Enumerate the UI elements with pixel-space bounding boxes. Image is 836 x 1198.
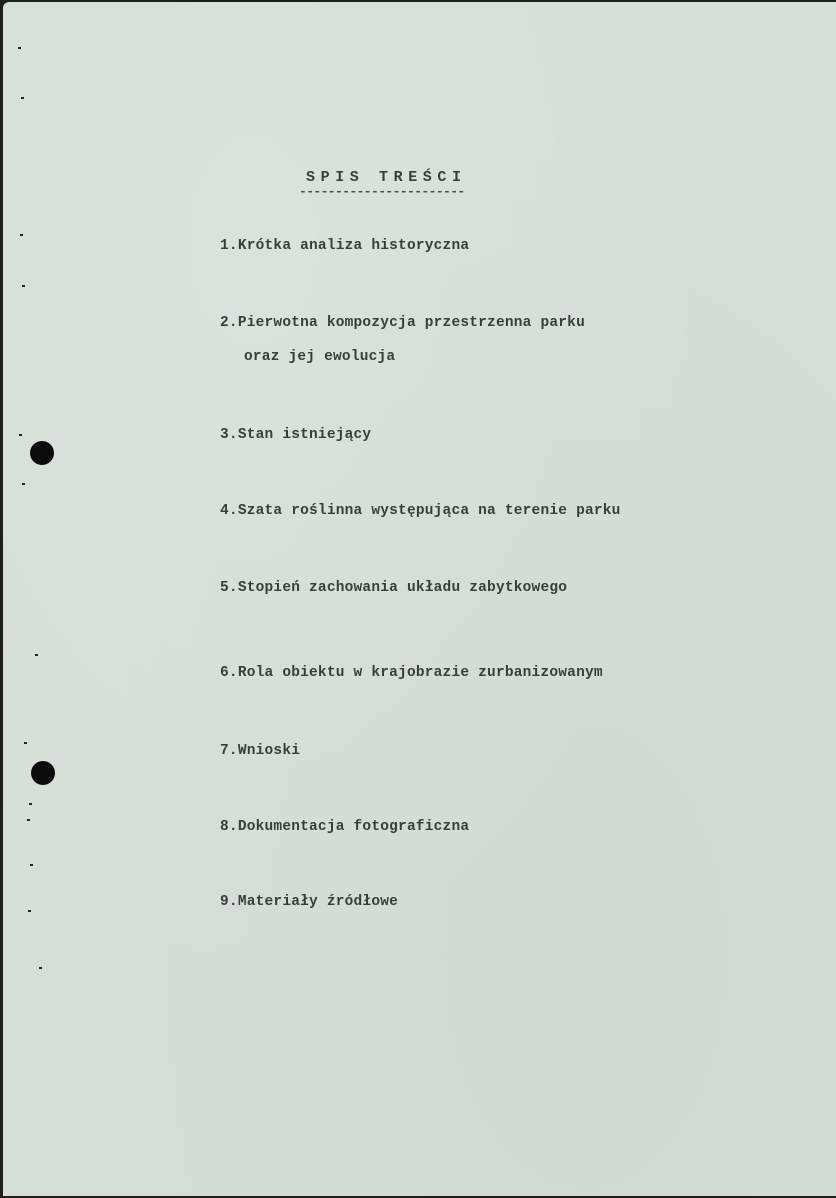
toc-item-6	[220, 665, 603, 681]
toc-item-number: 4.	[220, 503, 238, 519]
toc-item-7	[220, 743, 300, 759]
speck	[22, 285, 25, 287]
speck	[19, 434, 22, 436]
typewritten-page	[3, 2, 836, 1196]
toc-item-2	[220, 315, 585, 331]
toc-item-text: Stopień zachowania układu zabytkowego	[237, 580, 568, 596]
toc-item-text: Materiały źródłowe	[237, 894, 399, 910]
toc-item-1	[220, 238, 469, 254]
toc-item-text: Krótka analiza historyczna	[237, 238, 470, 254]
toc-item-number: 2.	[220, 315, 238, 331]
toc-item-3	[220, 427, 371, 443]
speck	[30, 864, 33, 866]
document-title: SPIS TREŚCI	[306, 169, 467, 186]
toc-item-number: 7.	[220, 743, 238, 759]
speck	[20, 234, 23, 236]
toc-item-text: Wnioski	[237, 743, 301, 759]
toc-item-number: 3.	[220, 427, 238, 443]
title-underline: -----------------------	[299, 184, 465, 199]
toc-item-text: Rola obiektu w krajobrazie zurbanizowanym	[237, 665, 603, 681]
toc-item-number: 9.	[220, 894, 238, 910]
punch-hole-bottom	[31, 761, 55, 785]
speck	[21, 97, 24, 99]
speck	[18, 47, 21, 49]
toc-item-text: Szata roślinna występująca na terenie parku	[237, 503, 621, 519]
speck	[35, 654, 38, 656]
toc-item-9	[220, 894, 398, 910]
toc-item-text: Dokumentacja fotograficzna	[237, 819, 470, 835]
speck	[39, 967, 42, 969]
toc-item-number: 8.	[220, 819, 238, 835]
toc-item-text: Stan istniejący	[237, 427, 372, 443]
toc-item-number: 6.	[220, 665, 238, 681]
punch-hole-top	[30, 441, 54, 465]
speck	[24, 742, 27, 744]
speck	[27, 819, 30, 821]
toc-item-4	[220, 503, 621, 519]
toc-item-2-continuation: oraz jej ewolucja	[244, 349, 396, 365]
speck	[29, 803, 32, 805]
toc-item-5	[220, 580, 567, 596]
toc-item-text: Pierwotna kompozycja przestrzenna parku	[237, 315, 585, 331]
toc-item-8	[220, 819, 469, 835]
speck	[28, 910, 31, 912]
toc-item-number: 5.	[220, 580, 238, 596]
toc-item-number: 1.	[220, 238, 238, 254]
speck	[22, 483, 25, 485]
